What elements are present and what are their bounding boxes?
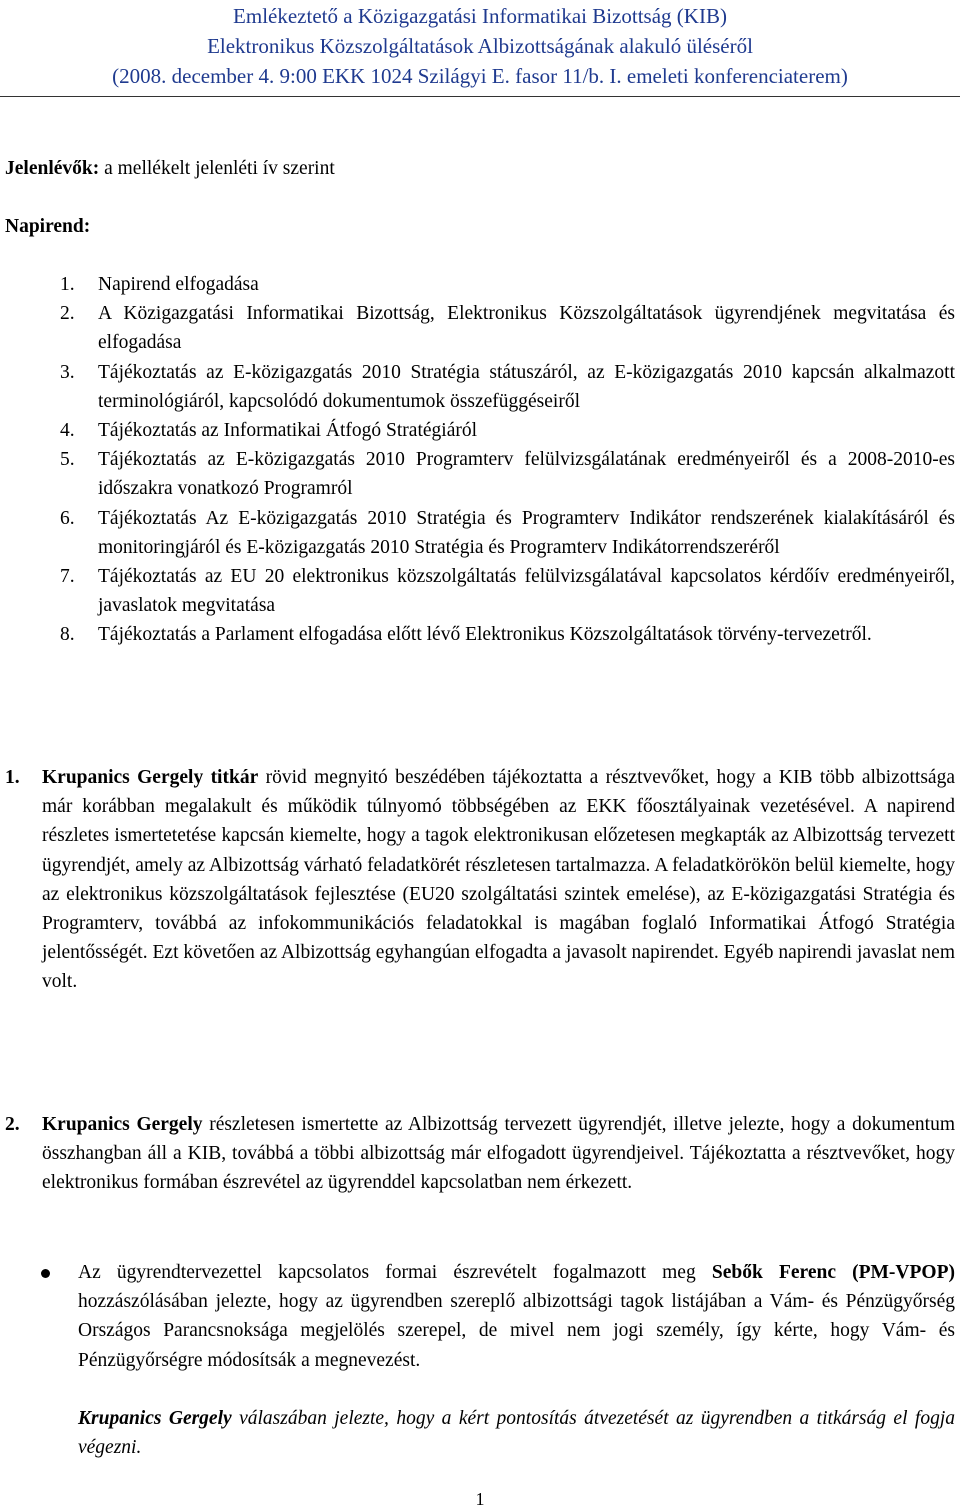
agenda-item-number: 6. [60, 507, 75, 529]
agenda-item-number: 3. [60, 361, 75, 383]
agenda-item-number: 8. [60, 624, 75, 646]
agenda-item-number: 1. [60, 274, 75, 295]
agenda-item [60, 270, 955, 299]
agenda-item-text: Tájékoztatás az EU 20 elektronikus közszolgáltatás felülvizsgálatával kapcsolatos kérdőív eredményeiről, javaslatok megvitatása [98, 566, 955, 617]
minutes-section-1 [5, 763, 955, 997]
agenda-item [60, 562, 955, 620]
agenda-item-text: Tájékoztatás az Informatikai Átfogó Stratégiáról [98, 420, 478, 442]
agenda-item [60, 358, 955, 416]
page-number: 1 [475, 1489, 485, 1509]
bullet-text-end: hozzászólásában jelezte, hogy az ügyrendben szereplő albizottsági tagok listájában a Vám- és Pénzügyőrség Országos Parancsnoksága megjelölés szerepel, de mivel nem jogi személy, így kérte, hogy Vám- és Pénzügyőrségre módosítsák a megnevezést. [78, 1291, 955, 1371]
agenda-list [60, 270, 955, 650]
agenda-item-text: Tájékoztatás Az E-közigazgatás 2010 Stratégia és Programterv Indikátor rendszerének kialakításáról és monitoringjáról és E-közigazgatás 2010 Stratégia és Programterv Indikátorrendszeréről [98, 507, 955, 558]
reply-text: válaszában jelezte, hogy a kért pontosítás átvezetését az ügyrendben a titkárság el fogja végezni. [78, 1408, 956, 1459]
agenda-item [60, 416, 955, 445]
attendees-text: a mellékelt jelenléti ív szerint [99, 158, 335, 179]
agenda-item-text: Tájékoztatás az E-közigazgatás 2010 Stratégia státuszáról, az E-közigazgatás 2010 kapcsán alkalmazott terminológiáról, kapcsolódó dokumentumok összefüggéseiről [98, 361, 955, 412]
section-text: rövid megnyitó beszédében tájékoztatta a résztvevőket, hogy a KIB több albizottsága már korábban megalakult és működik túlnyomó többségében az EKK főosztályainak vezetésével. A napirend részletes ismertetetése kapcsán kiemelte, hogy a tagok elektronikusan előzetesen megkapták az Albizottság tervezett ügyrendjét, amely az Albizottság várható feladatkörét részletesen tartalmazza. A feladatkörökön belül kiemelte, hogy az elektronikus közszolgáltatások fejlesztése (EU20 szolgáltatási szintek emelése), az E-közigazgatási Stratégia és Programterv, továbbá az infokommunikációs feladatokkal is magában foglaló Informatikai Átfogó Stratégia jelentősségét. Ezt követően az Albizottság egyhangúan elfogadta a javasolt napirendet. Egyéb napirendi javaslat nem volt. [42, 767, 955, 993]
commenter-name: Sebők Ferenc (PM-VPOP) [711, 1262, 955, 1283]
agenda-item-text: Napirend elfogadása [98, 274, 259, 295]
agenda-item [60, 620, 955, 649]
reply-speaker-name: Krupanics Gergely [78, 1408, 232, 1429]
minutes-section-2 [5, 1110, 955, 1198]
agenda-item [60, 504, 955, 562]
header-title-line: Emlékeztető a Közigazgatási Informatikai Bizottság (KIB) [233, 4, 727, 28]
agenda-item-text: Tájékoztatás a Parlament elfogadása előtt lévő Elektronikus Közszolgáltatások törvény-tervezetről. [98, 624, 872, 646]
section-text: részletesen ismertette az Albizottság tervezett ügyrendjét, illetve jelezte, hogy a dokumentum összhangban áll a KIB, továbbá a többi albizottság már elfogadott ügyrendjeivel. Tájékoztatta a résztvevőket, hogy elektronikus formában észrevétel az ügyrenddel kapcsolatban nem érkezett. [42, 1114, 955, 1194]
agenda-item-number: 7. [60, 566, 75, 588]
bullet-dot-icon [40, 1258, 78, 1375]
bullet-text-start: Az ügyrendtervezettel kapcsolatos formai észrevételt fogalmazott meg [78, 1262, 712, 1283]
header-meeting-details: (2008. december 4. 9:00 EKK 1024 Szilágyi E. fasor 11/b. I. emeleti konferenciaterem) [112, 64, 848, 88]
section-body [42, 1110, 955, 1198]
section-number: 2. [5, 1114, 20, 1135]
speaker-name: Krupanics Gergely titkár [42, 767, 259, 788]
reply-paragraph [78, 1404, 955, 1462]
bullet-body [78, 1258, 955, 1375]
agenda-item [60, 299, 955, 357]
agenda-item-number: 4. [60, 420, 75, 442]
section-number: 1. [5, 767, 20, 788]
comment-bullet [40, 1258, 955, 1375]
agenda-item-text: A Közigazgatási Informatikai Bizottság, Elektronikus Közszolgáltatások ügyrendjének megvitatása és elfogadása [98, 303, 955, 354]
agenda-item-number: 2. [60, 303, 75, 325]
speaker-name: Krupanics Gergely [42, 1114, 203, 1135]
agenda-item-number: 5. [60, 449, 75, 471]
document-header [0, 0, 960, 97]
attendees-label: Jelenlévők: [5, 158, 100, 179]
header-subtitle-line: Elektronikus Közszolgáltatások Albizottságának alakuló üléséről [207, 34, 753, 58]
agenda-item [60, 445, 955, 503]
agenda-item-text: Tájékoztatás az E-közigazgatás 2010 Programterv felülvizsgálatának eredményeiről és a 2008-2010-es időszakra vonatkozó Programról [98, 449, 955, 500]
agenda-label: Napirend: [5, 216, 91, 237]
attendees-line [5, 154, 335, 183]
section-body [42, 763, 955, 997]
